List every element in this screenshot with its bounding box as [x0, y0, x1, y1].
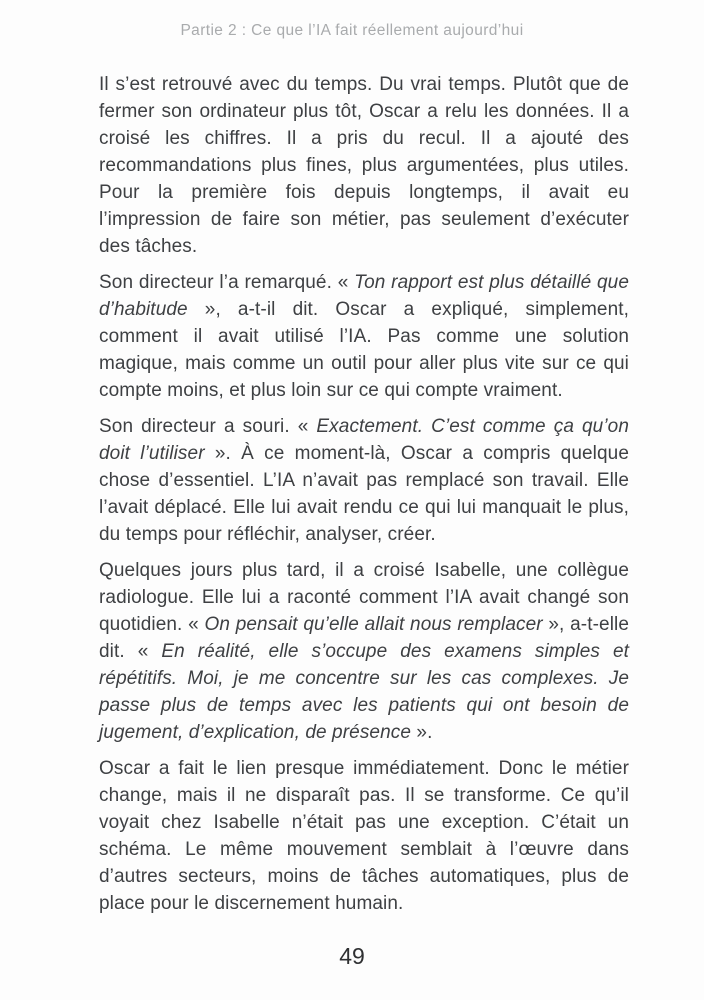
quoted-speech: Exactement. C’est comme ça qu’on doit l’utiliser — [99, 416, 629, 464]
paragraph-1 — [99, 71, 629, 260]
paragraph-2 — [99, 269, 629, 404]
paragraph-4 — [99, 557, 629, 746]
quoted-speech: On pensait qu’elle allait nous remplacer — [204, 614, 543, 635]
narration-text: Quelques jours plus tard, il a croisé Isabelle, une collègue radiologue. Elle lui a raconté comment l’IA avait changé son quotidien. « — [99, 560, 629, 635]
quoted-speech: En réalité, elle s’occupe des examens simples et répétitifs. Moi, je me concentre sur les cas complexes. Je passe plus de temps avec les patients qui ont besoin de jugement, d’explication, de présence — [99, 641, 630, 743]
running-header: Partie 2 : Ce que l’IA fait réellement aujourd’hui — [180, 22, 524, 39]
narration-text: Oscar a fait le lien presque immédiatement. Donc le métier change, mais il ne disparaît pas. Il se transforme. Ce qu’il voyait chez Isabelle n’était pas une exception. C’était un schéma. Le même mouvement semblait à l’œuvre dans d’autres secteurs, moins de tâches automatiques, plus de place pour le discernement humain. — [99, 758, 629, 914]
paragraph-5 — [99, 755, 629, 917]
narration-text: Son directeur a souri. « — [99, 416, 317, 437]
narration-text: ». À ce moment-là, Oscar a compris quelque chose d’essentiel. L’IA n’avait pas remplacé son travail. Elle l’avait déplacé. Elle lui avait rendu ce qui lui manquait le plus, du temps pour réfléchir, analyser, créer. — [99, 443, 630, 545]
quoted-speech: Ton rapport est plus détaillé que d’habitude — [99, 272, 629, 320]
page-number: 49 — [339, 943, 365, 969]
paragraph-3 — [99, 413, 629, 548]
narration-text: », a-t-elle dit. « — [99, 614, 630, 662]
narration-text: Son directeur l’a remarqué. « — [99, 272, 355, 293]
narration-text: ». — [411, 722, 433, 743]
narration-text: Il s’est retrouvé avec du temps. Du vrai temps. Plutôt que de fermer son ordinateur plus tôt, Oscar a relu les données. Il a croisé les chiffres. Il a pris du recul. Il a ajouté des recommandations plus fines, plus argumentées, plus utiles. Pour la première fois depuis longtemps, il avait eu l’impression de faire son métier, pas seulement d’exécuter des tâches. — [99, 74, 629, 257]
body-text-block — [99, 71, 629, 926]
narration-text: », a-t-il dit. Oscar a expliqué, simplement, comment il avait utilisé l’IA. Pas comme une solution magique, mais comme un outil pour aller plus vite sur ce qui compte moins, et plus loin sur ce qui compte vraiment. — [99, 299, 629, 401]
